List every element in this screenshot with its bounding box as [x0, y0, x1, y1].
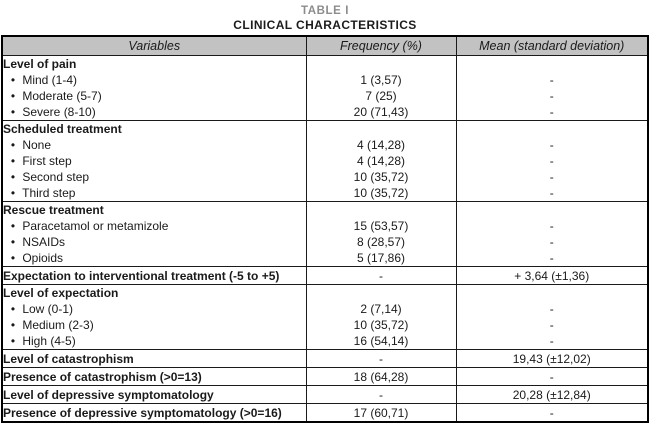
bullet-icon: •	[10, 137, 16, 152]
mean-value: -	[549, 250, 554, 265]
mean-cell	[456, 349, 648, 367]
spacer	[457, 285, 648, 301]
variables-cell	[2, 367, 306, 385]
frequency-value: 5 (17,86)	[356, 250, 406, 265]
spacer	[307, 56, 456, 72]
bullet-icon: •	[10, 153, 16, 168]
frequency-value: -	[379, 268, 383, 283]
spacer	[457, 121, 648, 137]
mean-cell	[456, 284, 648, 349]
variables-cell	[2, 403, 306, 422]
bullet-icon: •	[10, 88, 16, 103]
table-header-row	[2, 36, 648, 55]
mean-value: -	[549, 317, 554, 332]
mean-cell	[456, 385, 648, 403]
table-row	[2, 403, 648, 422]
mean-value: -	[549, 333, 554, 348]
bullet-icon: •	[10, 301, 16, 316]
frequency-value: 20 (71,43)	[353, 104, 409, 119]
frequency-value: 1 (3,57)	[360, 72, 402, 87]
row-label: Level of catastrophism	[3, 351, 134, 366]
mean-cell	[456, 120, 648, 201]
table-number-title: TABLE I	[300, 5, 350, 17]
mean-cell	[456, 55, 648, 120]
bullet-item-label: • High (4-5)	[3, 333, 306, 349]
column-header-variables: Variables	[2, 36, 306, 55]
frequency-cell	[306, 403, 456, 422]
variables-cell	[2, 349, 306, 367]
table-caption: CLINICAL CHARACTERISTICS	[233, 18, 417, 32]
mean-value: -	[549, 137, 554, 152]
variables-cell	[2, 385, 306, 403]
bullet-item-label: • Severe (8-10)	[3, 104, 306, 120]
bullet-item-label: • Opioids	[3, 250, 306, 266]
spacer	[457, 202, 648, 218]
column-header-mean: Mean (standard deviation)	[456, 36, 648, 55]
bullet-item-label: • Second step	[3, 169, 306, 185]
variables-cell	[2, 120, 306, 201]
frequency-cell	[306, 284, 456, 349]
mean-value: -	[549, 301, 554, 316]
table-title-block	[0, 0, 650, 32]
mean-value: -	[549, 169, 554, 184]
bullet-item-label: • First step	[3, 153, 306, 169]
variables-cell	[2, 284, 306, 349]
bullet-item-label: • Low (0-1)	[3, 301, 306, 317]
table-section-row	[2, 55, 648, 120]
frequency-value: 17 (60,71)	[353, 405, 409, 420]
mean-cell	[456, 403, 648, 422]
mean-value: -	[549, 234, 554, 249]
variables-cell	[2, 201, 306, 266]
bullet-item-label: • NSAIDs	[3, 234, 306, 250]
frequency-value: 16 (54,14)	[353, 333, 409, 348]
bullet-item-label: • Paracetamol or metamizole	[3, 218, 306, 234]
bullet-item-label: • Mind (1-4)	[3, 72, 306, 88]
spacer	[307, 202, 456, 218]
frequency-value: 10 (35,72)	[353, 185, 409, 200]
row-label: Level of depressive symptomatology	[3, 387, 214, 402]
mean-value: -	[549, 185, 554, 200]
frequency-value: -	[379, 351, 383, 366]
frequency-value: 4 (14,28)	[356, 137, 406, 152]
spacer	[307, 121, 456, 137]
frequency-value: 18 (64,28)	[353, 369, 409, 384]
frequency-value: 2 (7,14)	[360, 301, 402, 316]
mean-cell	[456, 367, 648, 385]
bullet-icon: •	[10, 218, 16, 233]
variables-cell	[2, 266, 306, 284]
bullet-icon: •	[10, 72, 16, 87]
mean-value: -	[549, 104, 554, 119]
mean-value: 19,43 (±12,02)	[512, 351, 591, 366]
spacer	[457, 56, 648, 72]
spacer	[307, 285, 456, 301]
bullet-icon: •	[10, 185, 16, 200]
frequency-cell	[306, 201, 456, 266]
bullet-item-label: • Moderate (5-7)	[3, 88, 306, 104]
frequency-cell	[306, 367, 456, 385]
bullet-item-label: • Medium (2-3)	[3, 317, 306, 333]
frequency-value: -	[379, 387, 383, 402]
mean-value: 20,28 (±12,84)	[512, 387, 591, 402]
mean-value: + 3,64 (±1,36)	[514, 268, 590, 283]
frequency-value: 15 (53,57)	[353, 218, 409, 233]
table-row	[2, 367, 648, 385]
mean-value: -	[549, 153, 554, 168]
table-section-row	[2, 201, 648, 266]
table-section-row	[2, 284, 648, 349]
mean-value: -	[549, 369, 554, 384]
table-row	[2, 385, 648, 403]
frequency-cell	[306, 349, 456, 367]
bullet-icon: •	[10, 104, 16, 119]
section-header-label: Rescue treatment	[3, 202, 104, 217]
table-body	[2, 55, 648, 422]
table-row	[2, 266, 648, 284]
frequency-value: 4 (14,28)	[356, 153, 406, 168]
clinical-characteristics-table	[1, 35, 649, 423]
row-label: Expectation to interventional treatment (-5 to +5)	[3, 268, 280, 283]
table-section-row	[2, 120, 648, 201]
column-header-frequency: Frequency (%)	[306, 36, 456, 55]
bullet-icon: •	[10, 333, 16, 348]
row-label: Presence of catastrophism (>0=13)	[3, 369, 202, 384]
bullet-icon: •	[10, 250, 16, 265]
mean-value: -	[549, 72, 554, 87]
frequency-cell	[306, 385, 456, 403]
variables-cell	[2, 55, 306, 120]
mean-cell	[456, 266, 648, 284]
mean-cell	[456, 201, 648, 266]
bullet-icon: •	[10, 169, 16, 184]
section-header-label: Level of expectation	[3, 285, 119, 300]
mean-value: -	[549, 88, 554, 103]
bullet-item-label: • None	[3, 137, 306, 153]
frequency-value: 10 (35,72)	[353, 317, 409, 332]
frequency-cell	[306, 55, 456, 120]
row-label: Presence of depressive symptomatology (>0=16)	[3, 405, 282, 420]
bullet-icon: •	[10, 317, 16, 332]
table-row	[2, 349, 648, 367]
frequency-cell	[306, 120, 456, 201]
frequency-cell	[306, 266, 456, 284]
mean-value: -	[549, 218, 554, 233]
mean-value: -	[549, 405, 554, 420]
bullet-icon: •	[10, 234, 16, 249]
frequency-value: 10 (35,72)	[353, 169, 409, 184]
section-header-label: Level of pain	[3, 56, 77, 71]
bullet-item-label: • Third step	[3, 185, 306, 201]
frequency-value: 7 (25)	[365, 88, 397, 103]
section-header-label: Scheduled treatment	[3, 121, 122, 136]
frequency-value: 8 (28,57)	[356, 234, 406, 249]
